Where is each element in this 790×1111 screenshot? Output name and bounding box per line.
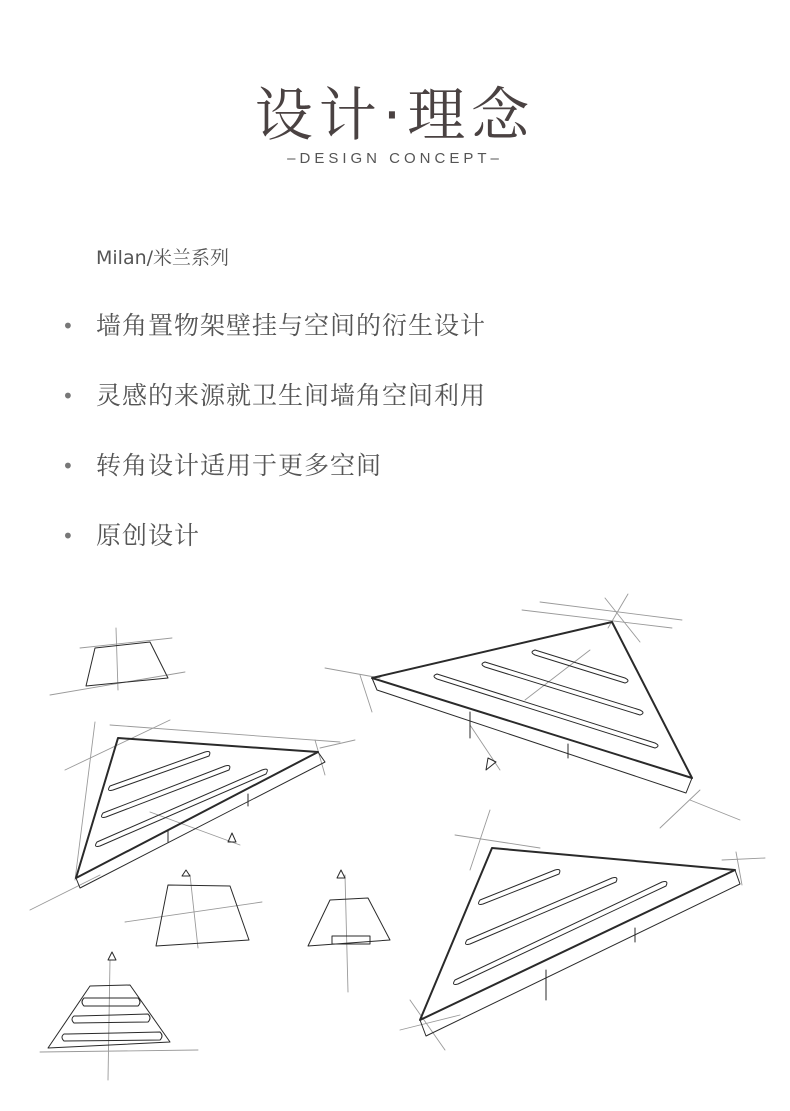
sketch-triangle-shelf-top-right	[325, 594, 740, 828]
bullet-icon: •	[62, 314, 74, 338]
feature-list	[62, 308, 486, 588]
bullet-icon: •	[62, 524, 74, 548]
bullet-icon: •	[62, 384, 74, 408]
sketch-trapezoid-middle	[125, 870, 262, 948]
feature-text: 灵感的来源就卫生间墙角空间利用	[96, 381, 487, 410]
feature-item	[62, 378, 486, 448]
feature-text: 原创设计	[96, 521, 201, 550]
sketch-trapezoid-small-top	[50, 628, 185, 695]
sketch-triangle-shelf-left	[30, 720, 355, 910]
sketch-trapezoid-slotted	[308, 870, 390, 992]
feature-text: 转角设计适用于更多空间	[96, 451, 383, 480]
page-title: 设计·理念	[254, 80, 536, 149]
shelf-sketch-illustration	[0, 580, 790, 1111]
feature-item	[62, 448, 486, 518]
page-subtitle: –DESIGN CONCEPT–	[287, 150, 503, 167]
bullet-icon: •	[62, 454, 74, 478]
series-label: Milan/米兰系列	[96, 247, 230, 269]
feature-text: 墙角置物架壁挂与空间的衍生设计	[96, 311, 487, 340]
sketch-triangle-shelf-bottom-right	[400, 810, 765, 1050]
feature-item	[62, 518, 486, 588]
feature-item	[62, 308, 486, 378]
sketch-trapezoid-stacked	[40, 952, 198, 1080]
